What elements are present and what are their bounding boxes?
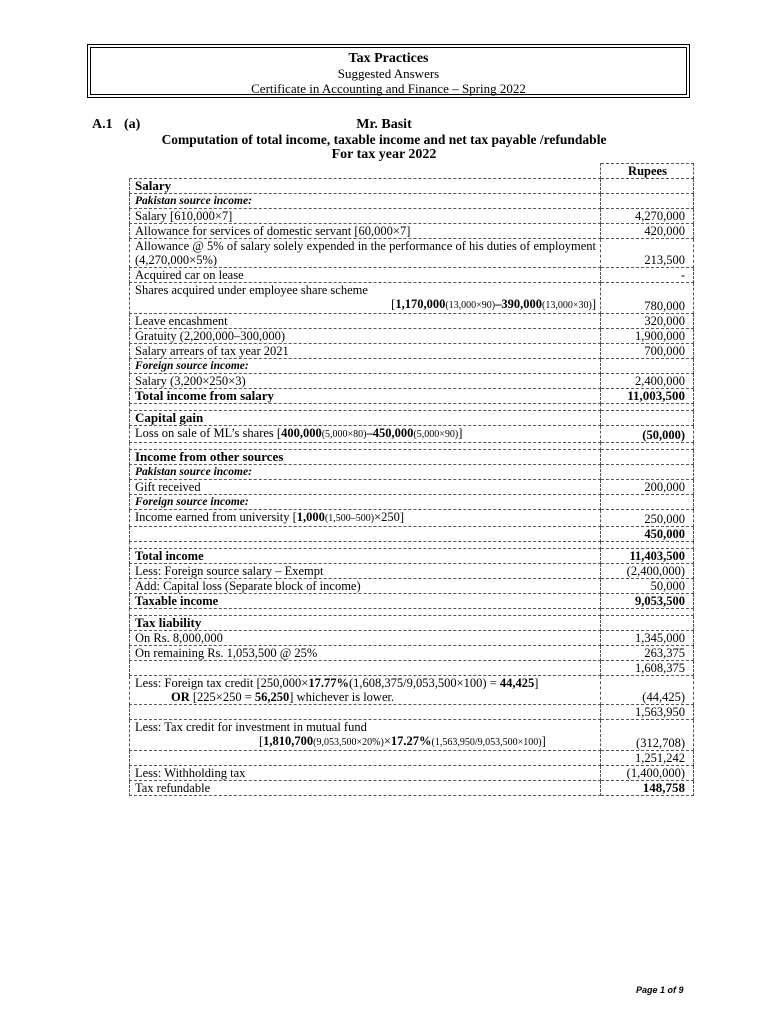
subheading: Pakistan source income: [130,194,601,209]
table-row [130,510,694,527]
header-box [87,44,690,98]
table-row [130,268,694,283]
total-row [130,594,694,609]
row-label: Salary (3,200×250×3) [130,374,601,389]
subheading: Pakistan source income: [130,465,601,480]
total-row [130,549,694,564]
subheading-row [130,495,694,510]
row-label: Less: Withholding tax [130,766,601,781]
row-label: Income earned from university [1,000(1,500–500)×250] [130,510,601,527]
row-label: On remaining Rs. 1,053,500 @ 25% [130,646,601,661]
shares-label: Shares acquired under employee share scheme [135,283,368,297]
section-label: Tax liability [130,616,601,631]
ftc-line: Less: Foreign tax credit [250,000×17.77%(1,608,375/9,053,500×100) = 44,425] [135,676,539,690]
subheading-row [130,194,694,209]
mf-formula: [1,810,700(9,053,500×20%)×17.27%(1,563,950/9,053,500×100)] [259,734,546,748]
row-label [130,720,601,751]
table-row [130,480,694,495]
row-amount: 50,000 [601,579,694,594]
total-amount: 11,403,500 [601,549,694,564]
row-label [130,283,601,314]
row-label [130,676,601,705]
row-label: Allowance @ 5% of salary solely expended in the performance of his duties of employment (4,270,000×5%) [130,239,601,268]
row-amount: (2,400,000) [601,564,694,579]
subheading: Foreign source income: [130,495,601,510]
row-amount: 263,375 [601,646,694,661]
row-amount: 700,000 [601,344,694,359]
rupees-header: Rupees [601,164,694,179]
ftc-or-line: OR [225×250 = 56,250] whichever is lower. [171,690,395,704]
computation-table [129,163,694,796]
table-row [130,283,694,314]
row-amount: 200,000 [601,480,694,495]
row-label: Loss on sale of ML’s shares [400,000(5,000×80)–450,000(5,000×90)] [130,426,601,443]
row-amount: 2,400,000 [601,374,694,389]
table-row [130,374,694,389]
row-amount: 250,000 [601,510,694,527]
table-row [130,564,694,579]
row-label: Allowance for services of domestic servant [60,000×7] [130,224,601,239]
table-row [130,766,694,781]
doc-title: Tax Practices [348,51,429,66]
row-label: Add: Capital loss (Separate block of income) [130,579,601,594]
row-label: Less: Foreign source salary – Exempt [130,564,601,579]
row-amount: 4,270,000 [601,209,694,224]
table-row [130,329,694,344]
subtotal-amount: 1,608,375 [601,661,694,676]
total-amount: 11,003,500 [601,389,694,404]
refund-row [130,781,694,796]
row-label: Gift received [130,480,601,495]
subheading: Foreign source income: [130,359,601,374]
row-amount: - [601,268,694,283]
table-row [130,314,694,329]
row-amount: (312,708) [601,720,694,751]
doc-subtitle: Suggested Answers [337,66,440,81]
row-amount: (44,425) [601,676,694,705]
table-row [130,224,694,239]
subtotal-row [130,751,694,766]
subtotal-row [130,705,694,720]
table-row [130,676,694,705]
row-label: On Rs. 8,000,000 [130,631,601,646]
total-row [130,389,694,404]
table-row [130,209,694,224]
table-row [130,720,694,751]
header-box-inner [90,47,687,95]
table-row [130,164,694,179]
table-row [130,426,694,443]
section-label: Salary [130,179,601,194]
subheading-row [130,359,694,374]
section-tax-liability [130,616,694,631]
table-row [130,631,694,646]
taxpayer-name: Mr. Basit [356,117,412,132]
row-amount: 320,000 [601,314,694,329]
total-amount: 9,053,500 [601,594,694,609]
computation-heading: Computation of total income, taxable income and net tax payable /refundable [161,132,607,147]
table-row [130,344,694,359]
table-row [130,239,694,268]
subtotal-amount: 1,251,242 [601,751,694,766]
page-number: Page 1 of 9 [636,985,684,995]
row-label: Salary arrears of tax year 2021 [130,344,601,359]
row-amount: (50,000) [601,426,694,443]
table-row [130,646,694,661]
subtotal-amount: 1,563,950 [601,705,694,720]
question-number: A.1 [92,117,113,132]
row-label: Acquired car on lease [130,268,601,283]
doc-course: Certificate in Accounting and Finance – Spring 2022 [251,81,526,96]
row-label: Tax refundable [130,781,601,796]
row-amount: (1,400,000) [601,766,694,781]
row-label: Salary [610,000×7] [130,209,601,224]
refund-amount: 148,758 [601,781,694,796]
shares-formula: [1,170,000(13,000×90)–390,000(13,000×30)] [391,297,596,311]
tax-year: For tax year 2022 [331,147,437,162]
total-label: Taxable income [130,594,601,609]
section-other-sources [130,450,694,465]
question-part: (a) [124,117,141,132]
mf-label: Less: Tax credit for investment in mutual fund [135,720,367,734]
section-capital-gain [130,411,694,426]
row-label: Leave encashment [130,314,601,329]
row-amount: 780,000 [601,283,694,314]
subtotal-row [130,527,694,542]
total-label: Total income from salary [130,389,601,404]
subtotal-row [130,661,694,676]
total-label: Total income [130,549,601,564]
subheading-row [130,465,694,480]
row-amount: 1,900,000 [601,329,694,344]
section-label: Capital gain [130,411,601,426]
row-label: Gratuity (2,200,000–300,000) [130,329,601,344]
table-row [130,579,694,594]
row-amount: 213,500 [601,239,694,268]
row-amount: 1,345,000 [601,631,694,646]
section-label: Income from other sources [130,450,601,465]
row-amount: 420,000 [601,224,694,239]
subtotal-amount: 450,000 [601,527,694,542]
section-salary [130,179,694,194]
